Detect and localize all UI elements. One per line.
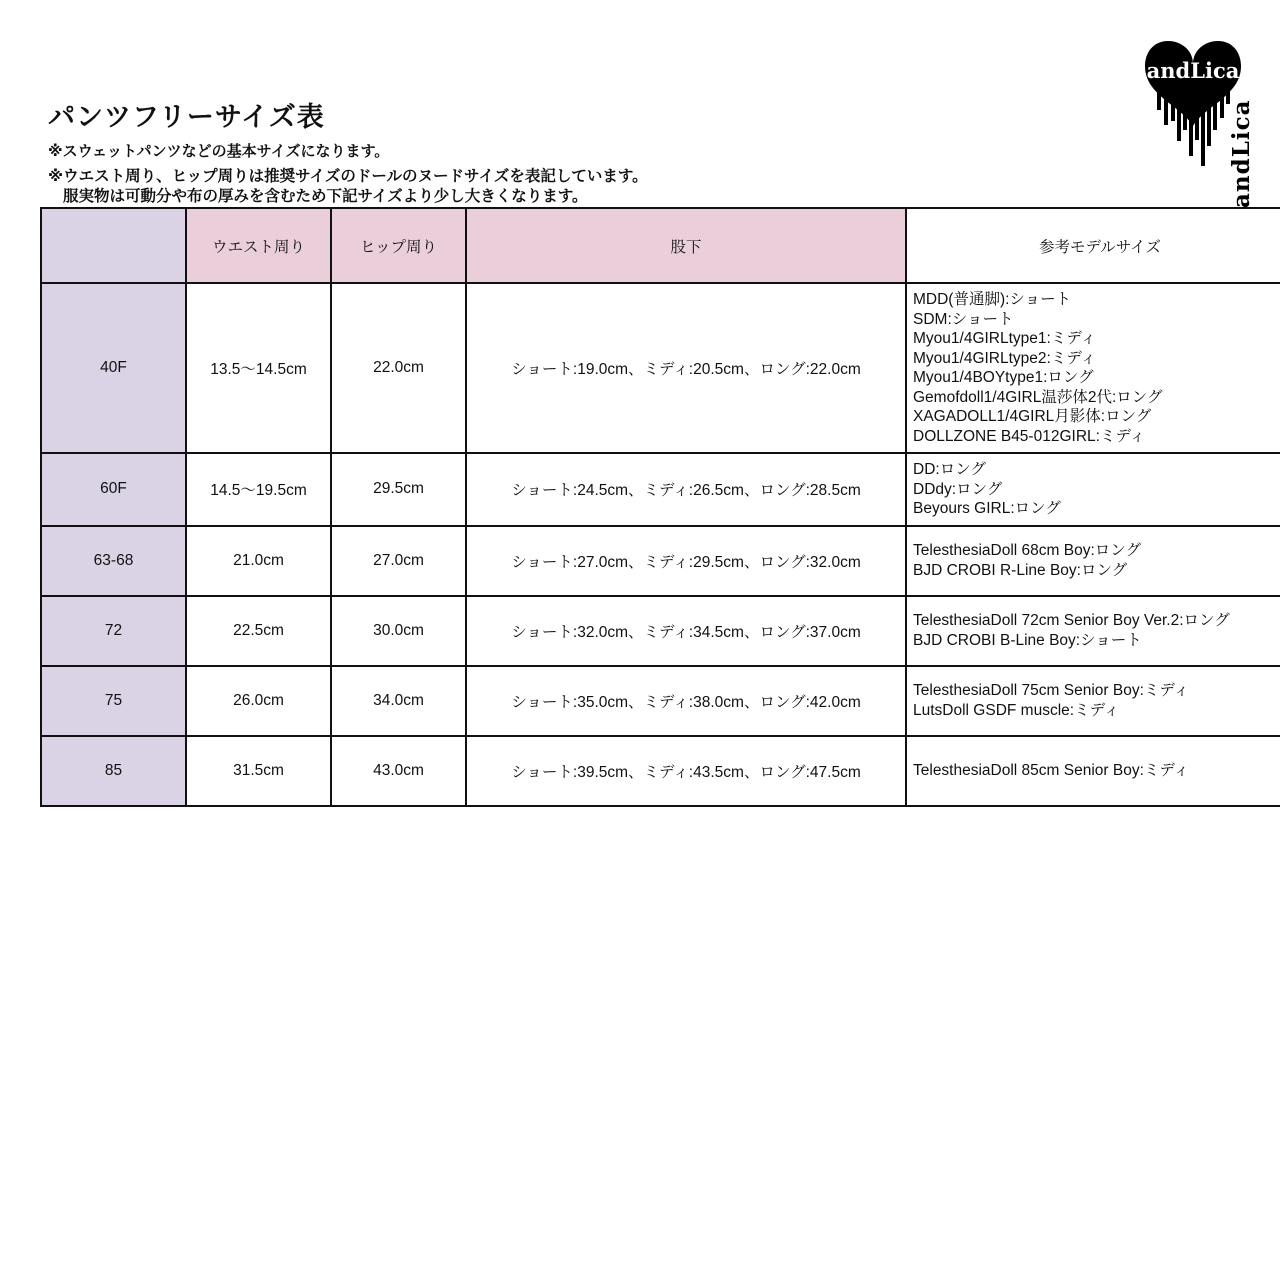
waist-cell: 13.5〜14.5cm bbox=[186, 283, 331, 453]
waist-cell: 26.0cm bbox=[186, 666, 331, 736]
hip-cell: 22.0cm bbox=[331, 283, 466, 453]
model-line: Gemofdoll1/4GIRL温莎体2代:ロング bbox=[913, 388, 1163, 406]
size-cell: 40F bbox=[41, 283, 186, 453]
model-line: Myou1/4GIRLtype1:ミディ bbox=[913, 330, 1097, 347]
header-hip: ヒップ周り bbox=[331, 208, 466, 283]
size-cell: 60F bbox=[41, 453, 186, 526]
size-cell: 75 bbox=[41, 666, 186, 736]
svg-text:andLica: andLica bbox=[1146, 58, 1240, 83]
models-cell bbox=[906, 666, 1280, 736]
waist-cell: 21.0cm bbox=[186, 526, 331, 596]
model-line: TelesthesiaDoll 85cm Senior Boy:ミディ bbox=[913, 761, 1190, 779]
note-measurements-line1: ※ウエスト周り、ヒップ周りは推奨サイズのドールのヌードサイズを表記しています。 bbox=[48, 168, 648, 185]
table-header-row bbox=[41, 208, 1280, 283]
hip-cell: 27.0cm bbox=[331, 526, 466, 596]
model-line: DDdy:ロング bbox=[913, 480, 1003, 498]
size-table-body bbox=[41, 283, 1280, 806]
header-models: 参考モデルサイズ bbox=[906, 208, 1280, 283]
page-title: パンツフリーサイズ表 bbox=[48, 102, 325, 132]
size-cell: 63-68 bbox=[41, 526, 186, 596]
model-line: Beyours GIRL:ロング bbox=[913, 500, 1061, 517]
inseam-cell: ショート:39.5cm、ミディ:43.5cm、ロング:47.5cm bbox=[466, 736, 906, 806]
models-cell bbox=[906, 453, 1280, 526]
model-line: BJD CROBI R-Line Boy:ロング bbox=[913, 561, 1128, 579]
model-line: LutsDoll GSDF muscle:ミディ bbox=[913, 701, 1120, 719]
table-row bbox=[41, 666, 1280, 736]
header-waist: ウエスト周り bbox=[186, 208, 331, 283]
model-line: DOLLZONE B45-012GIRL:ミディ bbox=[913, 427, 1146, 445]
inseam-cell: ショート:19.0cm、ミディ:20.5cm、ロング:22.0cm bbox=[466, 283, 906, 453]
hip-cell: 29.5cm bbox=[331, 453, 466, 526]
brand-vertical-text: andLica bbox=[1228, 99, 1255, 208]
size-table bbox=[40, 207, 1280, 807]
model-line: BJD CROBI B-Line Boy:ショート bbox=[913, 631, 1142, 649]
table-row bbox=[41, 736, 1280, 806]
size-cell: 85 bbox=[41, 736, 186, 806]
model-line: Myou1/4BOYtype1:ロング bbox=[913, 369, 1094, 386]
header-inseam: 股下 bbox=[466, 208, 906, 283]
table-row bbox=[41, 453, 1280, 526]
inseam-cell: ショート:32.0cm、ミディ:34.5cm、ロング:37.0cm bbox=[466, 596, 906, 666]
waist-cell: 22.5cm bbox=[186, 596, 331, 666]
models-cell bbox=[906, 596, 1280, 666]
inseam-cell: ショート:27.0cm、ミディ:29.5cm、ロング:32.0cm bbox=[466, 526, 906, 596]
hip-cell: 34.0cm bbox=[331, 666, 466, 736]
model-line: TelesthesiaDoll 75cm Senior Boy:ミディ bbox=[913, 682, 1190, 699]
model-line: SDM:ショート bbox=[913, 310, 1014, 328]
header-size bbox=[41, 208, 186, 283]
note-measurements-line2: 服実物は可動分や布の厚みを含むため下記サイズより少し大きくなります。 bbox=[63, 188, 588, 205]
waist-cell: 14.5〜19.5cm bbox=[186, 453, 331, 526]
model-line: TelesthesiaDoll 68cm Boy:ロング bbox=[913, 542, 1141, 559]
model-line: MDD(普通脚):ショート bbox=[913, 291, 1072, 308]
models-cell bbox=[906, 526, 1280, 596]
inseam-cell: ショート:24.5cm、ミディ:26.5cm、ロング:28.5cm bbox=[466, 453, 906, 526]
table-row bbox=[41, 596, 1280, 666]
model-line: DD:ロング bbox=[913, 461, 986, 478]
model-line: XAGADOLL1/4GIRL月影体:ロング bbox=[913, 408, 1152, 425]
hip-cell: 30.0cm bbox=[331, 596, 466, 666]
size-cell: 72 bbox=[41, 596, 186, 666]
table-row bbox=[41, 526, 1280, 596]
table-row bbox=[41, 283, 1280, 453]
model-line: TelesthesiaDoll 72cm Senior Boy Ver.2:ロング bbox=[913, 612, 1230, 629]
note-basic-size: ※スウェットパンツなどの基本サイズになります。 bbox=[48, 143, 390, 160]
brand-logo bbox=[1143, 38, 1253, 208]
hip-cell: 43.0cm bbox=[331, 736, 466, 806]
note-measurements bbox=[48, 167, 648, 207]
inseam-cell: ショート:35.0cm、ミディ:38.0cm、ロング:42.0cm bbox=[466, 666, 906, 736]
models-cell bbox=[906, 283, 1280, 453]
waist-cell: 31.5cm bbox=[186, 736, 331, 806]
model-line: Myou1/4GIRLtype2:ミディ bbox=[913, 349, 1097, 367]
models-cell bbox=[906, 736, 1280, 806]
